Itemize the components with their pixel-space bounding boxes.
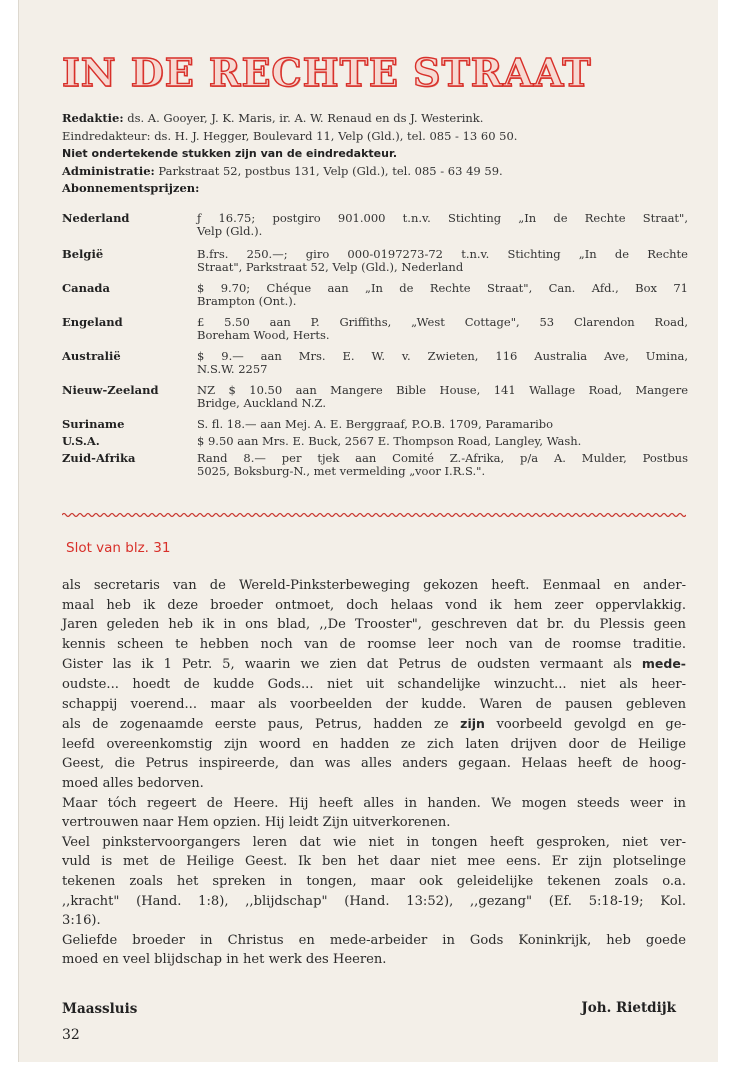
details-line: £ 5.50 aan P. Griffiths, „West Cottage", 53 Clarendon Road,: [197, 315, 688, 329]
redaktie-line: [62, 110, 686, 128]
details-line: Bridge, Auckland N.Z.: [197, 396, 326, 410]
subscription-details: [197, 316, 688, 342]
article-line: [62, 654, 686, 675]
subscription-country: Suriname: [62, 417, 125, 431]
subscription-country: Canada: [62, 281, 110, 295]
details-line: 5025, Boksburg-N., met vermelding „voor I.R.S.".: [197, 464, 486, 478]
details-line: Rand 8.— per tjek aan Comité Z.-Afrika, p/a A. Mulder, Postbus: [197, 451, 688, 465]
article-line: ,,kracht" (Hand. 1:8), ,,blijdschap" (Hand. 13:52), ,,gezang" (Ef. 5:18-19; Kol.: [62, 893, 686, 909]
article-line: [62, 714, 686, 735]
article-line: vertrouwen naar Hem opzien. Hij leidt Zijn uitverkorenen.: [62, 815, 451, 831]
colophon: [62, 110, 686, 198]
article-line: als secretaris van de Wereld-Pinksterbeweging gekozen heeft. Eenmaal en ander-: [62, 578, 686, 593]
article-line: tekenen zoals het spreken in tongen, maar ook geleidelijke tekenen zoals o.a.: [62, 873, 686, 889]
details-line: Brampton (Ont.).: [197, 294, 297, 308]
masthead-title: IN DE RECHTE STRAAT: [62, 50, 592, 95]
subscription-details: [197, 248, 688, 274]
subscription-details: [197, 418, 688, 431]
subscription-country: Zuid-Afrika: [62, 451, 136, 465]
article-line: kennis scheen te hebben noch van de roomse leer noch van de roomse traditie.: [62, 636, 686, 652]
article-line-text: Gister las ik 1 Petr. 5, waarin we zien dat Petrus de oudsten vermaant als: [62, 657, 642, 673]
subscription-details: [197, 282, 688, 308]
details-line: $ 9.50 aan Mrs. E. Buck, 2567 E. Thompson Road, Langley, Wash.: [197, 434, 582, 448]
details-line: NZ $ 10.50 aan Mangere Bible House, 141 Wallage Road, Mangere: [197, 383, 688, 397]
details-line: B.frs. 250.—; giro 000-0197273-72 t.n.v. Stichting „In de Rechte: [197, 247, 688, 261]
details-line: ƒ 16.75; postgiro 901.000 t.n.v. Stichting „In de Rechte Straat",: [197, 211, 688, 225]
page: [18, 0, 718, 1062]
article-line: schappij voerend... maar als voorbeelden der kudde. Waren de pausen gebleven: [62, 696, 686, 712]
article-body: [62, 576, 686, 970]
details-line: $ 9.70; Chéque aan „In de Rechte Straat", Can. Afd., Box 71: [197, 281, 688, 295]
article-line: 3:16).: [62, 913, 101, 929]
signature-author: Joh. Rietdijk: [581, 1000, 676, 1016]
emphasis-zijn: zijn: [460, 716, 485, 732]
article-line: Geliefde broeder in Christus en mede-arbeider in Gods Koninkrijk, heb goede: [62, 932, 686, 948]
subscription-details: [197, 350, 688, 376]
subscription-details: [197, 452, 688, 478]
redaktie-label: Redaktie:: [62, 111, 124, 125]
disclaimer-line: Niet ondertekende stukken zijn van de eindredakteur.: [62, 147, 398, 160]
details-line: $ 9.— aan Mrs. E. W. v. Zwieten, 116 Australia Ave, Umina,: [197, 349, 688, 363]
subscription-country: U.S.A.: [62, 434, 100, 448]
subscription-details: [197, 212, 688, 238]
signature-place: Maassluis: [62, 1001, 138, 1017]
subscription-details: [197, 435, 688, 448]
article-line: Jaren geleden heb ik in ons blad, ,,De Trooster", geschreven dat br. du Plessis geen: [62, 617, 686, 633]
administratie-label: Administratie:: [62, 163, 155, 178]
administratie-text: Parkstraat 52, postbus 131, Velp (Gld.), tel. 085 - 63 49 59.: [154, 163, 503, 178]
abonnementen-label: Abonnementsprijzen:: [62, 181, 200, 195]
article-line-text: voorbeeld gevolgd en ge-: [484, 717, 686, 733]
page-number: 32: [62, 1027, 80, 1043]
subscription-country: Engeland: [62, 315, 123, 329]
article-line: moed alles bedorven.: [62, 775, 204, 791]
redaktie-text: ds. A. Gooyer, J. K. Maris, ir. A. W. Renaud en ds J. Westerink.: [123, 111, 484, 125]
article-line: Maar tóch regeert de Heere. Hij heeft alles in handen. We mogen steeds weer in: [62, 795, 686, 811]
article-line: vuld is met de Heilige Geest. Ik ben het daar niet mee eens. Er zijn plotselinge: [62, 854, 686, 870]
article-line: leefd overeenkomstig zijn woord en hadden ze zich laten drijven door de Heilige: [62, 736, 686, 752]
article-line: oudste... hoedt de kudde Gods... niet uit schandelijke winzucht... niet als heer-: [62, 676, 686, 692]
article-line-text: als de zogenaamde eerste paus, Petrus, hadden ze: [62, 717, 461, 733]
details-line: N.S.W. 2257: [197, 362, 268, 376]
subscription-country: België: [62, 247, 104, 261]
article-line: Veel pinkstervoorgangers leren dat wie niet in tongen heeft gesproken, niet ver-: [62, 834, 686, 850]
details-line: S. fl. 18.— aan Mej. A. E. Berggraaf, P.O.B. 1709, Paramaribo: [197, 417, 554, 431]
article-line: maal heb ik deze broeder ontmoet, doch helaas vond ik hem zeer oppervlakkig.: [62, 597, 686, 613]
article-line: moed en veel blijdschap in het werk des Heeren.: [62, 952, 387, 968]
subscription-country: Nieuw-Zeeland: [62, 383, 159, 397]
subscription-country: Nederland: [62, 211, 130, 225]
details-line: Straat", Parkstraat 52, Velp (Gld.), Nederland: [197, 260, 464, 274]
details-line: Boreham Wood, Herts.: [197, 328, 330, 342]
details-line: Velp (Gld.).: [197, 224, 263, 238]
emphasis-mede: mede-: [641, 656, 686, 672]
article-line: Geest, die Petrus inspireerde, dan was alles anders gegaan. Helaas heeft de hoog-: [62, 756, 686, 772]
continuation-label: Slot van blz. 31: [66, 540, 171, 556]
administratie-line: [62, 163, 686, 181]
subscription-details: [197, 384, 688, 410]
subscription-country: Australië: [62, 349, 121, 363]
wavy-divider: [62, 512, 686, 518]
eindredakteur-line: Eindredakteur: ds. H. J. Hegger, Boulevard 11, Velp (Gld.), tel. 085 - 13 60 50.: [62, 128, 518, 143]
